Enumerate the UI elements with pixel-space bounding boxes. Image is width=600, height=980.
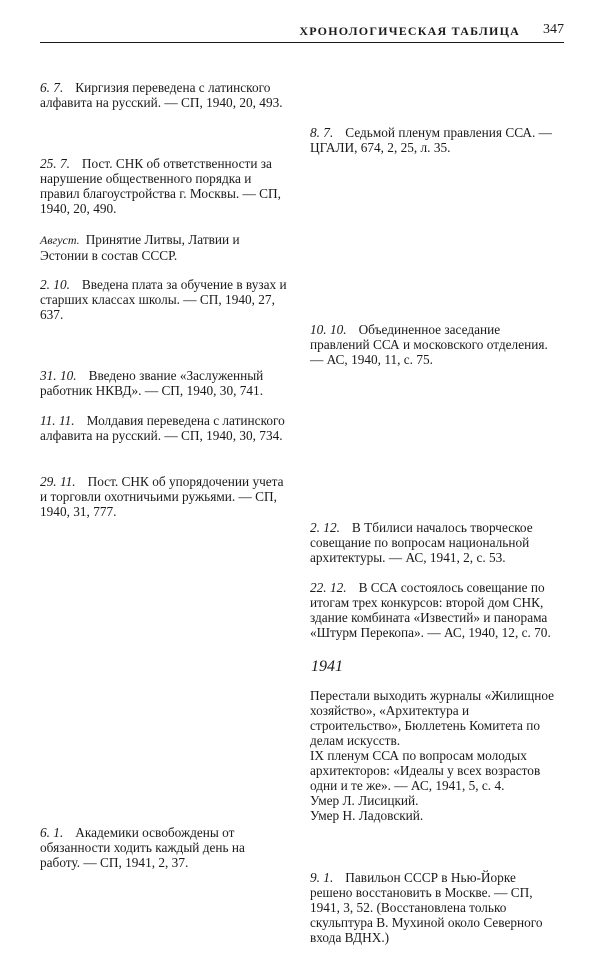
header-title: ХРОНОЛОГИЧЕСКАЯ ТАБЛИЦА [299, 24, 520, 38]
page-number: 347 [543, 22, 564, 37]
entry-text: Введено звание «Заслуженный работник НКВД». — СП, 1940, 30, 741. [40, 368, 264, 398]
entry-date: 31. 10. [40, 368, 77, 383]
entry-right-4 [310, 580, 560, 640]
entry-date: 8. 7. [310, 125, 334, 140]
entry-text: Пост. СНК об упорядочении учета и торговли охотничьими ружьями. — СП, 1940, 31, 777. [40, 474, 284, 519]
entry-date: Август. [40, 233, 80, 247]
year-block-line: Умер Н. Ладовский. [310, 808, 424, 823]
year-block-line: Перестали выходить журналы «Жилищное хозяйство», «Архитектура и строительство», Бюллетень Комитета по делам искусств. [310, 688, 555, 748]
entry-date: 6. 7. [40, 80, 64, 95]
entry-text: Академики освобождены от обязанности ходить каждый день на работу. — СП, 1941, 2, 37. [40, 825, 245, 870]
year-block-line: Умер Л. Лисицкий. [310, 793, 419, 808]
year-block-line: IX пленум ССА по вопросам молодых архитекторов: «Идеалы у всех возрастов одни и те же». — АС, 1941, 5, с. 4. [310, 748, 541, 793]
entry-text: Молдавия переведена с латинского алфавита на русский. — СП, 1940, 30, 734. [40, 413, 285, 443]
entry-date: 22. 12. [310, 580, 347, 595]
entry-date: 10. 10. [310, 322, 347, 337]
entry-text: В ССА состоялось совещание по итогам трех конкурсов: второй дом СНК, здание комбината «Известий» и панорама «Штурм Перекопа». — АС, 1940, 12, с. 70. [310, 580, 551, 640]
entry-date: 11. 11. [40, 413, 75, 428]
entry-right-2 [310, 322, 560, 367]
running-header [40, 20, 564, 43]
entry-right-5 [310, 870, 560, 945]
entry-left-8 [40, 825, 288, 870]
entry-date: 6. 1. [40, 825, 64, 840]
entry-date: 9. 1. [310, 870, 334, 885]
year-heading: 1941 [311, 658, 343, 675]
entry-left-7 [40, 474, 288, 519]
entry-left-5 [40, 368, 288, 398]
entry-date: 2. 10. [40, 277, 70, 292]
entry-date: 2. 12. [310, 520, 340, 535]
entry-left-6 [40, 413, 288, 443]
entry-left-3 [40, 232, 288, 263]
entry-text: Принятие Литвы, Латвии и Эстонии в состав СССР. [40, 232, 240, 263]
entry-date: 25. 7. [40, 156, 70, 171]
entry-text: Введена плата за обучение в вузах и старших классах школы. — СП, 1940, 27, 637. [40, 277, 287, 322]
entry-text: Киргизия переведена с латинского алфавита на русский. — СП, 1940, 20, 493. [40, 80, 283, 110]
entry-text: Седьмой пленум правления ССА. — ЦГАЛИ, 674, 2, 25, л. 35. [310, 125, 552, 155]
entry-left-2 [40, 156, 288, 216]
entry-left-4 [40, 277, 288, 322]
entry-text: Объединенное заседание правлений ССА и московского отделения. — АС, 1940, 11, с. 75. [310, 322, 548, 367]
entry-text: Пост. СНК об ответственности за нарушение общественного порядка и правил благоустройства г. Москвы. — СП, 1940, 20, 490. [40, 156, 281, 216]
year-block [310, 688, 560, 823]
entry-text: Павильон СССР в Нью-Йорке решено восстановить в Москве. — СП, 1941, 3, 52. (Восстановлена только скульптура В. Мухиной около Северного входа ВДНХ.) [310, 870, 543, 945]
entry-date: 29. 11. [40, 474, 76, 489]
entry-left-1 [40, 80, 288, 110]
entry-right-1 [310, 125, 560, 155]
entry-right-3 [310, 520, 560, 565]
entry-text: В Тбилиси началось творческое совещание по вопросам национальной архитектуры. — АС, 1941, 2, с. 53. [310, 520, 533, 565]
